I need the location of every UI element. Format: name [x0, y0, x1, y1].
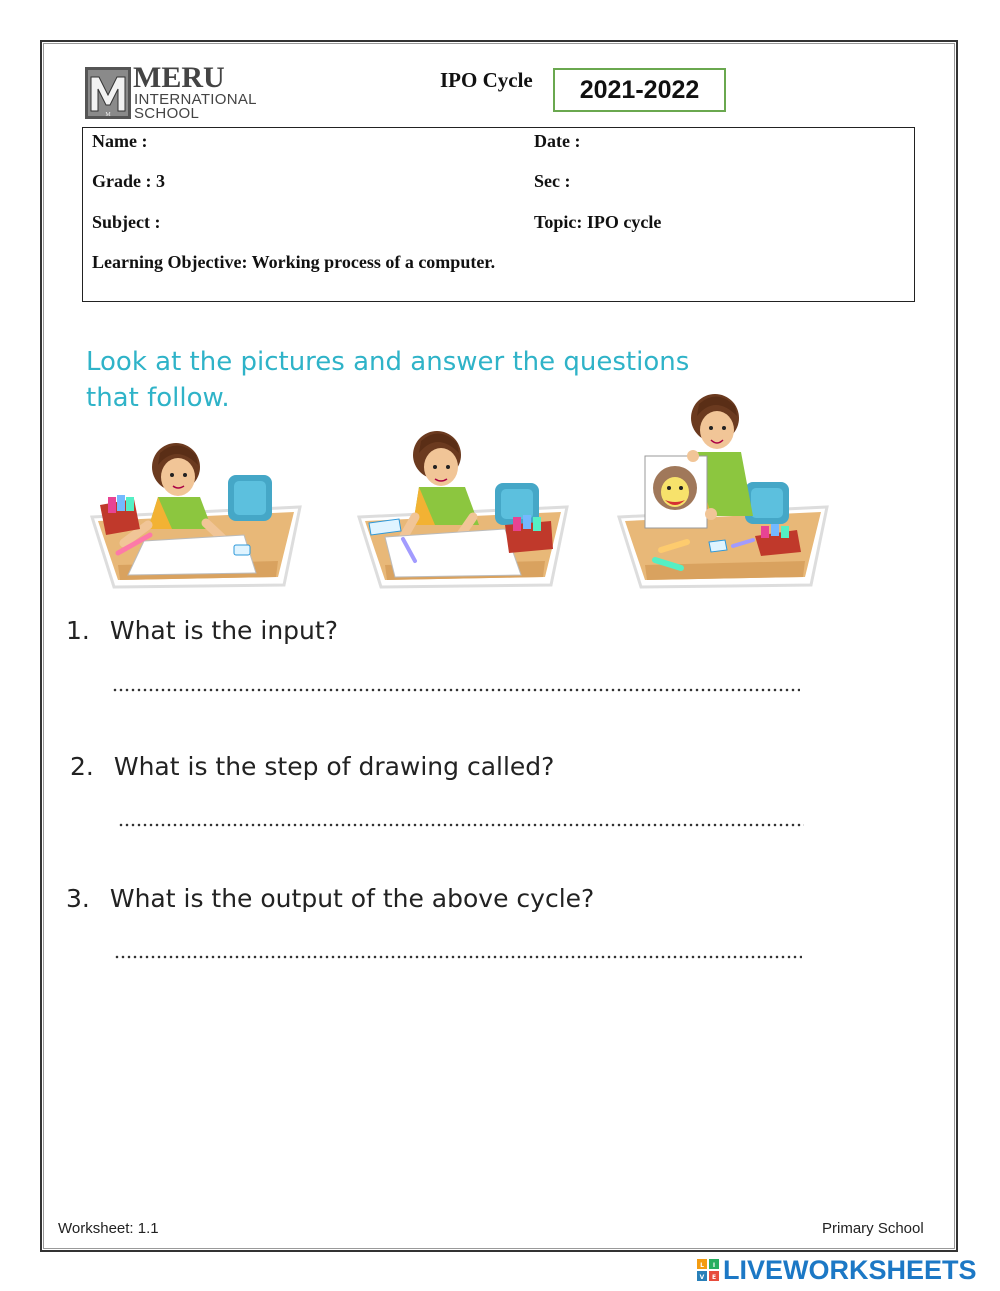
- instruction-line-2: that follow.: [86, 383, 230, 413]
- question-3-text: What is the output of the above cycle?: [109, 884, 595, 913]
- question-2-number: 2.: [70, 752, 94, 781]
- academic-year: 2021-2022: [553, 68, 726, 112]
- illustration-input-blank-paper: [88, 425, 308, 590]
- worksheet-number: Worksheet: 1.1: [58, 1220, 159, 1237]
- school-name: MERU: [133, 61, 225, 94]
- school-logo: [85, 61, 265, 122]
- question-2: [70, 752, 554, 781]
- question-2-text: What is the step of drawing called?: [113, 752, 555, 781]
- illustration-process-drawing: [355, 425, 575, 590]
- name-label: Name :: [92, 131, 148, 151]
- question-3-number: 3.: [66, 884, 90, 913]
- answer-line-2[interactable]: [118, 823, 804, 827]
- school-name-line3: SCHOOL: [134, 105, 200, 122]
- school-level: Primary School: [822, 1220, 924, 1237]
- illustration-output-finished-drawing: [615, 390, 835, 590]
- answer-line-1[interactable]: [112, 688, 800, 692]
- svg-text:M: M: [105, 112, 111, 118]
- svg-text:E: E: [711, 1274, 717, 1281]
- svg-text:V: V: [699, 1274, 705, 1281]
- answer-line-3[interactable]: [114, 955, 802, 959]
- question-1-number: 1.: [66, 616, 90, 645]
- learning-objective: Learning Objective: Working process of a computer.: [92, 252, 496, 272]
- subject-label: Subject :: [92, 212, 161, 232]
- school-name-line2: INTERNATIONAL: [134, 91, 257, 108]
- instruction-line-1: Look at the pictures and answer the questions: [86, 347, 690, 377]
- question-1-text: What is the input?: [109, 616, 338, 645]
- svg-text:I: I: [712, 1262, 716, 1269]
- school-crest-icon: [85, 67, 131, 119]
- question-1: [66, 616, 338, 645]
- student-info-box: [82, 127, 915, 302]
- worksheet-title: IPO Cycle: [440, 68, 533, 92]
- grade-label: Grade : 3: [92, 171, 165, 191]
- svg-text:L: L: [700, 1262, 704, 1269]
- question-3: [66, 884, 594, 913]
- liveworksheets-grid-icon: [697, 1259, 719, 1281]
- instruction-text: [86, 344, 689, 416]
- topic-label: Topic: IPO cycle: [534, 212, 662, 232]
- date-label: Date :: [534, 131, 581, 151]
- liveworksheets-wordmark: LIVEWORKSHEETS: [723, 1255, 977, 1285]
- section-label: Sec :: [534, 171, 571, 191]
